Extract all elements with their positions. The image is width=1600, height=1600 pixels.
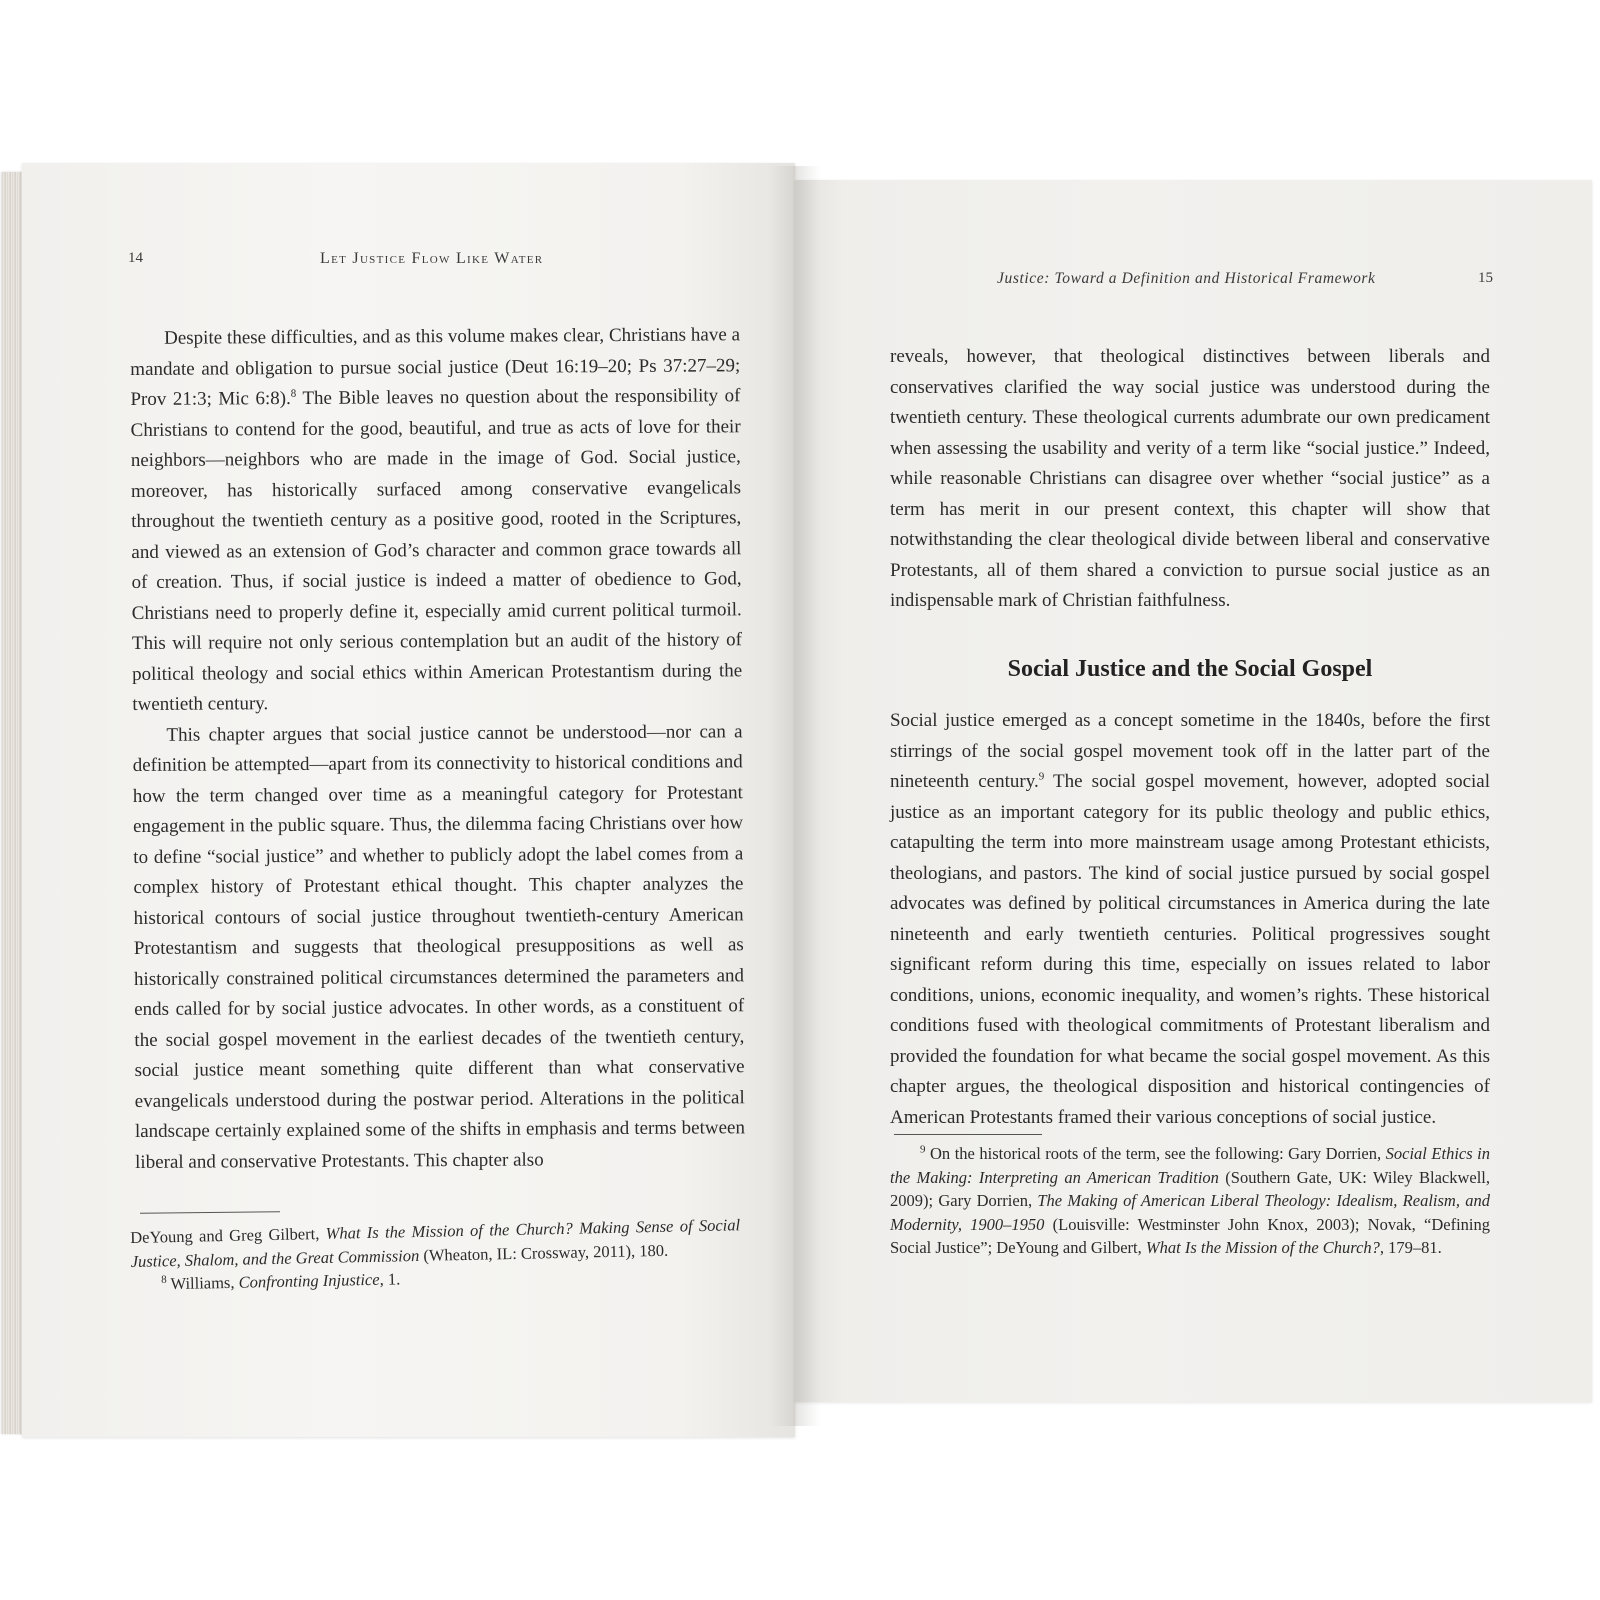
book-gutter (770, 166, 820, 1426)
footnote-text: DeYoung and Greg Gilbert, (130, 1223, 326, 1247)
footnote-9 (890, 1142, 1490, 1260)
footnote-text: (Louisville: Westminster John Knox, 2003); Novak, “Defining Social Justice”; DeYoung and Gilbert, (890, 1214, 1490, 1257)
left-footnotes (130, 1213, 741, 1296)
left-running-head: Let Justice Flow Like Water (320, 250, 544, 267)
footnote-book-title: Social Ethics in the Making: Interpreting an American Tradition (890, 1144, 1490, 1187)
right-section-paragraph (890, 706, 1490, 1133)
footnote-text: On the historical roots of the term, see the following: Gary Dorrien, (925, 1144, 1386, 1163)
footnote-text: (Wheaton, IL: Crossway, 2011), 180. (419, 1240, 669, 1265)
right-body-text (890, 342, 1490, 617)
footnote-ref-8: 8 (290, 387, 297, 400)
paragraph-text: Social justice emerged as a concept sometime in the 1840s, before the first stirrings of the social gospel movement took off in the latter part of the nineteenth century. (890, 710, 1490, 792)
right-page-number: 15 (1478, 270, 1493, 286)
footnote-text: (Southern Gate, UK: Wiley Blackwell, 2009); Gary Dorrien, (890, 1167, 1491, 1210)
footnote-number: 8 (161, 1273, 167, 1286)
footnote-number: 9 (920, 1143, 926, 1156)
section-heading: Social Justice and the Social Gospel (1007, 656, 1373, 682)
paragraph-text: Despite these difficulties, and as this volume makes clear, Christians have a mandate and obligation to pursue social justice (Deut 16:19–20; Ps 37:27–29; Prov 21:3; Mic 6:8). (130, 324, 741, 410)
footnote-text: , 1. (379, 1269, 401, 1289)
left-body-text (130, 320, 745, 1178)
footnote-book-title: Confronting Injustice (238, 1269, 380, 1292)
right-paragraph-continued: reveals, however, that theological distinctives between liberals and conservatives clarified the way social justice was understood during the twentieth century. These theological currents adumbrate our own predicament when assessing the usability and verity of a term like “social justice.” Indeed, while reasonable Christians can disagree over whether “social justice” as a term has merit in our present context, this chapter will show that notwithstanding the clear theological divide between liberal and conservative Protestants, all of them shared a conviction to pursue social justice as an indispensable mark of Christian faithfulness. (890, 346, 1490, 611)
footnote-text: Williams, (166, 1272, 239, 1294)
footnote-book-title: What Is the Mission of the Church? Making Sense of Social Justice, Shalom, and the Great Commission (130, 1215, 741, 1271)
right-footnote-rule (894, 1134, 1042, 1135)
right-section-text (890, 706, 1490, 1133)
footnote-text: , 179–81. (1379, 1238, 1442, 1257)
left-paragraph-1 (130, 320, 742, 720)
paragraph-text: The Bible leaves no question about the responsibility of Christians to contend for the good, beautiful, and true as acts of love for their neighbors—neighbors who are made in the image of God. Social justice, moreover, has historically surfaced among conservative evangelicals throughout the twentieth century as a positive good, rooted in the Scriptures, and viewed as an extension of God’s character and common grace towards all of creation. Thus, if social justice is indeed a matter of obedience to God, Christians need to properly define it, especially amid current political turmoil. This will require not only serious contemplation but an audit of the history of political theology and social ethics within American Protestantism during the twentieth century. (130, 385, 743, 715)
right-running-head: Justice: Toward a Definition and Historical Framework (997, 270, 1376, 287)
footnote-book-title: The Making of American Liberal Theology: Idealism, Realism, and Modernity, 1900–1950 (890, 1191, 1490, 1234)
footnote-book-title: What Is the Mission of the Church? (1145, 1238, 1380, 1257)
left-paragraph-2: This chapter argues that social justice cannot be understood—nor can a definition be attempted—apart from its connectivity to historical conditions and how the term changed over time as a meaningful category for Protestant engagement in the public square. Thus, the dilemma facing Christians over how to define “social justice” and whether to publicly adopt the label comes from a complex history of Protestant ethical thought. This chapter analyzes the historical contours of social justice throughout twentieth-century American Protestantism and suggests that theological presuppositions as well as historically constrained political circumstances determined the parameters and ends called for by social justice advocates. In other words, as a constituent of the social gospel movement in the earliest decades of the twentieth century, social justice meant something quite different than what conservative evangelicals understood during the postwar period. Alterations in the political landscape certainly explained some of the shifts in emphasis and terms between liberal and conservative Protestants. This chapter also (132, 720, 745, 1173)
footnote-ref-9: 9 (1038, 770, 1045, 783)
left-page-number: 14 (128, 250, 143, 266)
paragraph-text: The social gospel movement, however, adopted social justice as an important category for its public theology and public ethics, catapulting the term into more mainstream usage among Protestant ethicists, theologians, and pastors. The kind of social justice pursued by social gospel advocates was defined by political circumstances in America during the late nineteenth and early twentieth centuries. Political progressives sought significant reform during this time, especially on issues related to labor conditions, unions, economic inequality, and women’s rights. These historical conditions fused with theological commitments of Protestant liberalism and provided the foundation for what became the social gospel movement. As this chapter argues, the theological disposition and historical contingencies of American Protestants framed their various conceptions of social justice. (890, 771, 1490, 1128)
right-footnotes (890, 1142, 1490, 1260)
